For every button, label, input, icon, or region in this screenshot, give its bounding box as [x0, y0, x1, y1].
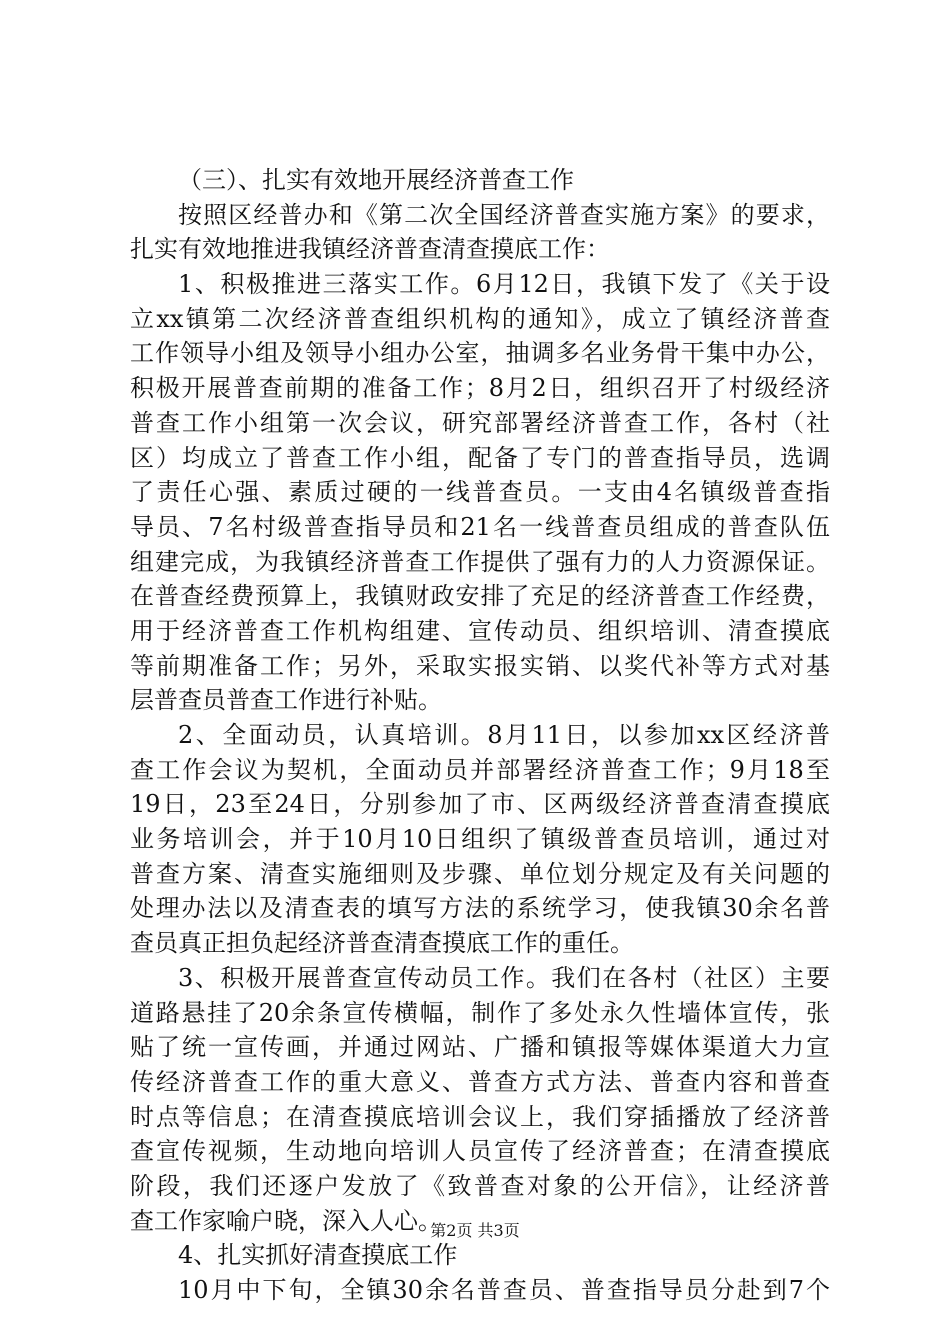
text-line: 4、扎实抓好清查摸底工作	[178, 1241, 458, 1270]
text-line: 组建完成，为我镇经济普查工作提供了强有力的人力资源保证。	[130, 547, 830, 576]
text-line: 业务培训会，并于10月10日组织了镇级普查员培训，通过对	[130, 825, 830, 854]
text-line: 普查工作小组第一次会议，研究部署经济普查工作，各村（社	[130, 408, 830, 437]
text-line: 在普查经费预算上，我镇财政安排了充足的经济普查工作经费，	[130, 582, 830, 611]
text-line: 层普查员普查工作进行补贴。	[130, 686, 442, 715]
text-line: 扎实有效地推进我镇经济普查清查摸底工作：	[130, 235, 610, 264]
text-line: 等前期准备工作；另外，采取实报实销、以奖代补等方式对基	[130, 651, 830, 680]
text-line: 导员、7名村级普查指导员和21名一线普查员组成的普查队伍	[130, 512, 830, 541]
text-line: 时点等信息；在清查摸底培训会议上，我们穿插播放了经济普	[130, 1102, 830, 1131]
text-line: 贴了统一宣传画，并通过网站、广播和镇报等媒体渠道大力宣	[130, 1033, 830, 1062]
text-line: 积极开展普查前期的准备工作；8月2日，组织召开了村级经济	[130, 374, 830, 403]
text-line: 普查方案、清查实施细则及步骤、单位划分规定及有关问题的	[130, 859, 830, 888]
text-line: 按照区经普办和《第二次全国经济普查实施方案》的要求，	[178, 200, 830, 229]
text-line: 阶段，我们还逐户发放了《致普查对象的公开信》，让经济普	[130, 1171, 830, 1200]
text-line: 查宣传视频，生动地向培训人员宣传了经济普查；在清查摸底	[130, 1137, 830, 1166]
text-line: 查工作会议为契机，全面动员并部署经济普查工作；9月18至	[130, 755, 830, 784]
text-line: 10月中下旬，全镇30余名普查员、普查指导员分赴到7个	[178, 1276, 830, 1304]
text-line: 2、全面动员，认真培训。8月11日，以参加xx区经济普	[178, 721, 830, 749]
text-line: 处理办法以及清查表的填写方法的系统学习，使我镇30余名普	[130, 894, 830, 923]
text-line: （三）、扎实有效地开展经济普查工作	[178, 166, 574, 194]
text-line: 查工作家喻户晓，深入人心。	[130, 1206, 442, 1235]
text-line: 用于经济普查工作机构组建、宣传动员、组织培训、清查摸底	[130, 616, 830, 645]
text-line: 区）均成立了普查工作小组，配备了专门的普查指导员，选调	[130, 443, 830, 472]
text-line: 3、积极开展普查宣传动员工作。我们在各村（社区）主要	[178, 963, 830, 992]
text-line: 传经济普查工作的重大意义、普查方式方法、普查内容和普查	[130, 1067, 830, 1096]
text-line: 查员真正担负起经济普查清查摸底工作的重任。	[130, 929, 634, 958]
text-line: 立xx镇第二次经济普查组织机构的通知》，成立了镇经济普查	[130, 304, 830, 333]
text-line: 工作领导小组及领导小组办公室，抽调多名业务骨干集中办公，	[130, 339, 830, 368]
text-line: 了责任心强、素质过硬的一线普查员。一支由4名镇级普查指	[130, 478, 830, 507]
document-body	[130, 163, 830, 1308]
text-line: 19日，23至24日，分别参加了市、区两级经济普查清查摸底	[130, 790, 830, 819]
text-line: 1、积极推进三落实工作。6月12日，我镇下发了《关于设	[178, 270, 830, 299]
text-line: 道路悬挂了20余条宣传横幅，制作了多处永久性墙体宣传，张	[130, 998, 830, 1027]
page-number-footer: 第2页 共3页	[430, 1221, 520, 1240]
